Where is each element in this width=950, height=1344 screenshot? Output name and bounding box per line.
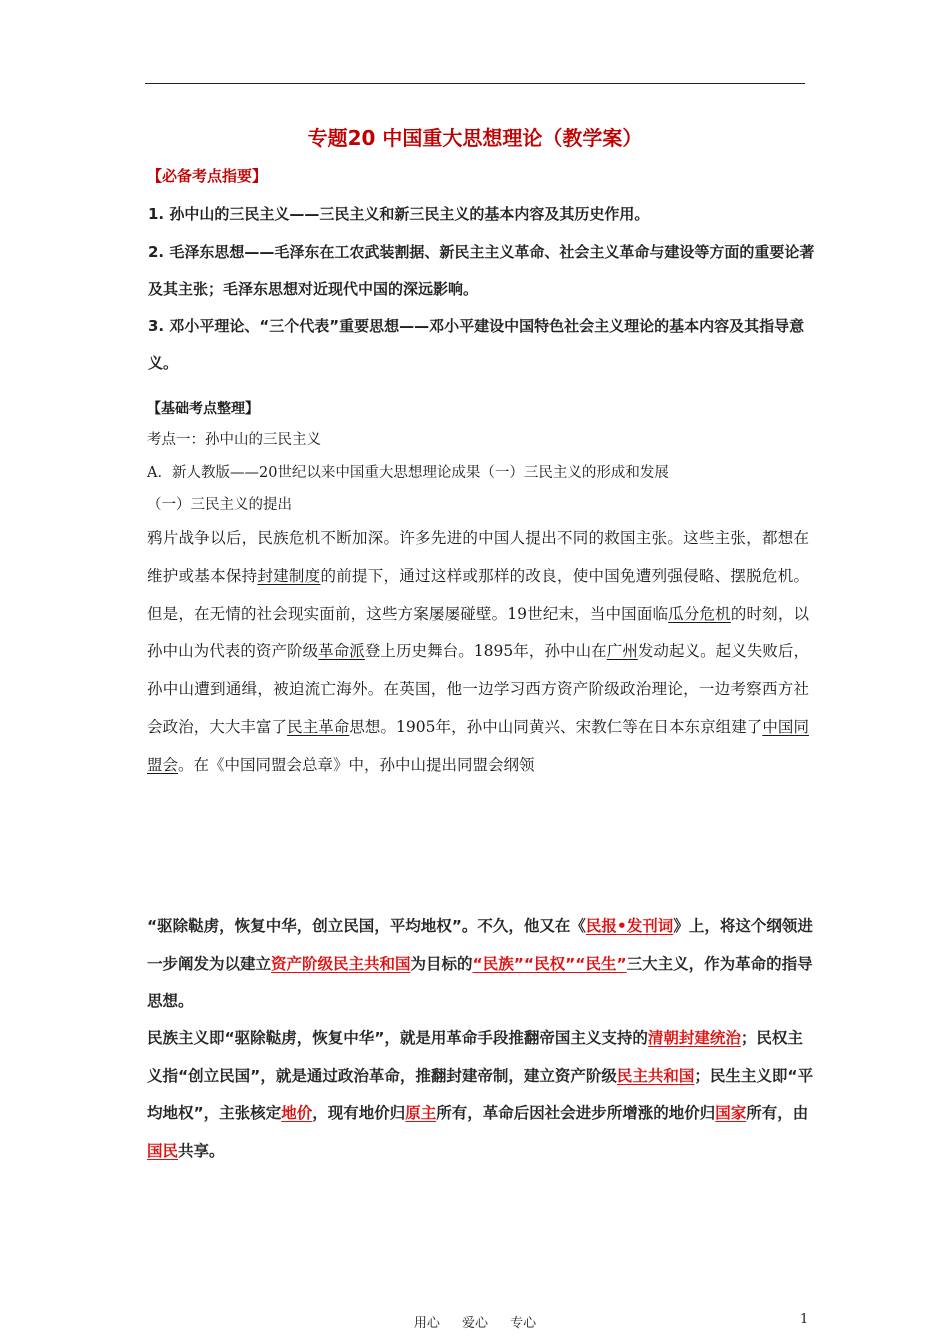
section-heading-basic: 【基础考点整理】 <box>147 401 259 417</box>
required-point-2: 2. 毛泽东思想——毛泽东在工农武装割据、新民主主义革命、社会主义革命与建设等方面的重要论著及其主张；毛泽东思想对近现代中国的深远影响。 <box>148 243 815 298</box>
p3-text: 共享。 <box>178 1142 225 1161</box>
p2-red-three-principles: “民族”“民权”“民生” <box>472 954 627 973</box>
required-point-1: 1. 孙中山的三民主义——三民主义和新三民主义的基本内容及其历史作用。 <box>148 205 650 223</box>
p3-text: 所有，由 <box>746 1104 809 1123</box>
textbook-line: A．新人教版——20世纪以来中国重大思想理论成果（一）三民主义的形成和发展 <box>147 465 669 481</box>
p3-red-land-price: 地价 <box>281 1104 313 1123</box>
p1-text: 。在《中国同盟会总章》中，孙中山提出同盟会纲领 <box>178 755 535 774</box>
paragraph-3 <box>147 1020 817 1171</box>
p1-underline-guangzhou: 广州 <box>606 642 638 661</box>
p1-underline-revolutionaries: 革命派 <box>318 642 365 661</box>
p3-red-state: 国家 <box>715 1104 747 1123</box>
p3-text: ；民生主义即“平均地权”，主张核定 <box>147 1066 814 1123</box>
kaodian-heading: 考点一：孙中山的三民主义 <box>147 432 321 448</box>
p2-text: “驱除鞑虏，恢复中华，创立民国，平均地权”。不久，他又在《 <box>147 917 586 935</box>
p1-text: 思想。1905年，孙中山同黄兴、宋教仁等在日本东京组建了 <box>349 717 763 736</box>
p1-underline-feudal-system: 封建制度 <box>257 566 321 585</box>
paragraph-2 <box>147 908 817 1021</box>
p3-text: ，现有地价归 <box>312 1104 406 1123</box>
p2-text: 为目标的 <box>410 954 473 973</box>
p3-red-republic: 民主共和国 <box>616 1066 695 1085</box>
p1-underline-democratic-revolution: 民主革命 <box>287 717 350 736</box>
p1-underline-partition-crisis: 瓜分危机 <box>668 604 731 623</box>
document-title: 专题20 中国重大思想理论（教学案） <box>307 126 643 150</box>
p1-text: 登上历史舞台。1895年，孙中山在 <box>364 642 607 661</box>
p2-red-republic: 资产阶级民主共和国 <box>271 954 411 973</box>
p2-text: 三大主义，作为革命的指导思想。 <box>147 954 813 1011</box>
p1-text: 的时刻，以孙中山为代表的资产阶级 <box>147 604 809 661</box>
p3-text: 所有，革命后因社会进步所增涨的地价归 <box>436 1104 716 1123</box>
p3-red-citizens: 国民 <box>147 1142 179 1161</box>
p3-red-qing-rule: 清朝封建统治 <box>647 1029 741 1047</box>
p1-text: 的前提下，通过这样或那样的改良，使中国免遭列强侵略、摆脱危机。但是，在无情的社会现实面前，这些方案屡屡碰壁。19世纪末，当中国面临 <box>147 566 809 623</box>
p2-red-minbao: 民报•发刊词 <box>585 917 674 935</box>
header-rule <box>145 83 805 84</box>
p3-text: ；民权主义指“创立民国”，就是通过政治革命，推翻封建帝制，建立资产阶级 <box>147 1029 803 1085</box>
p3-text: 民族主义即“驱除鞑虏，恢复中华”，就是用革命手段推翻帝国主义支持的 <box>147 1029 648 1047</box>
section-heading-required: 【必备考点指要】 <box>147 167 268 185</box>
subheading: （一）三民主义的提出 <box>147 497 292 513</box>
p3-red-original-owner: 原主 <box>405 1104 437 1123</box>
p1-text: 发动起义。起义失败后，孙中山遭到通缉，被迫流亡海外。在英国，他一边学习西方资产阶级政治理论，一边考察西方社会政治，大大丰富了 <box>147 642 809 736</box>
p1-text: 鸦片战争以后，民族危机不断加深。许多先进的中国人提出不同的救国主张。这些主张，都想在维护或基本保持 <box>147 529 809 585</box>
page-footer: 用心 爱心 专心 <box>413 1316 537 1331</box>
p2-text: 》上，将这个纲领进一步阐发为以建立 <box>147 917 813 973</box>
paragraph-1 <box>147 520 809 785</box>
p1-underline-tongmenghui: 中国同盟会 <box>147 717 809 774</box>
page-number: 1 <box>800 1312 809 1327</box>
required-point-3: 3. 邓小平理论、“三个代表”重要思想——邓小平建设中国特色社会主义理论的基本内容及其指导意义。 <box>148 317 805 372</box>
